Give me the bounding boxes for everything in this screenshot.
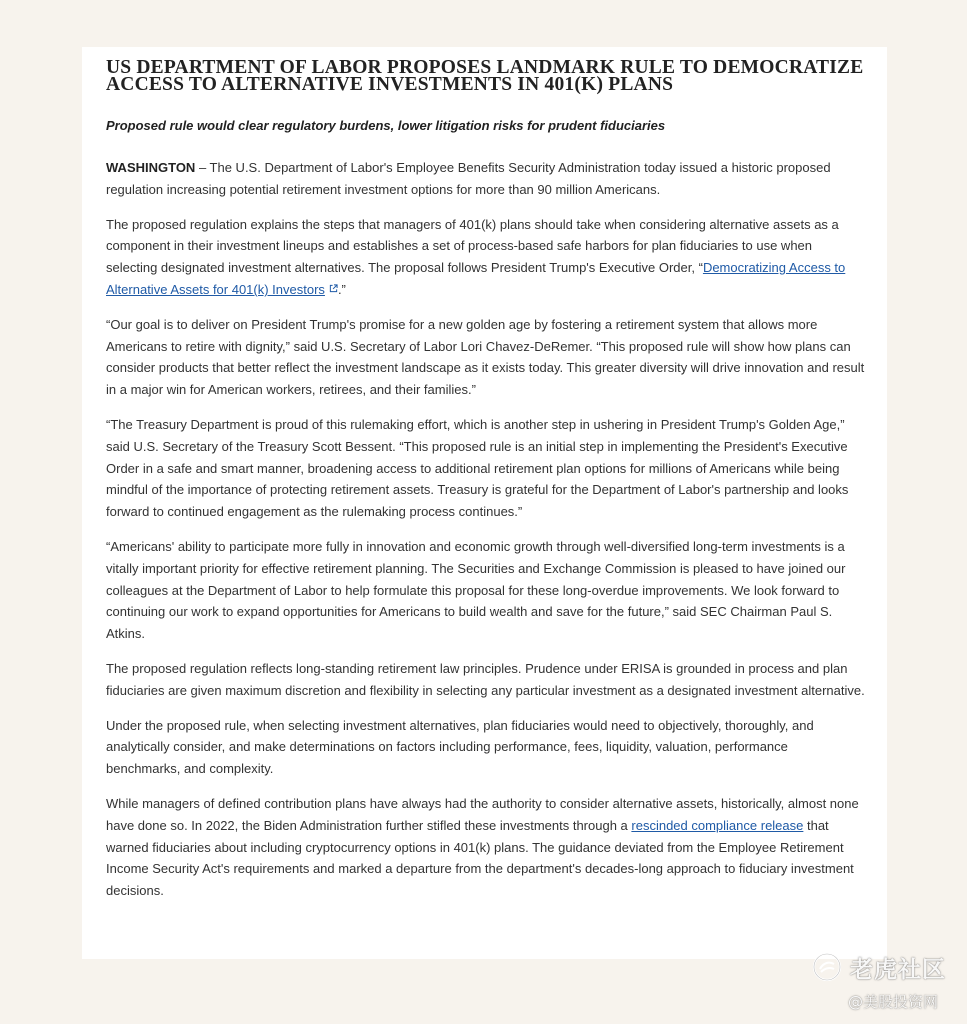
article-subtitle: Proposed rule would clear regulatory burdens, lower litigation risks for prudent fiduciaries — [106, 118, 666, 133]
executive-order-link-text: Democratizing Access to Alternative Assets for 401(k) Investors — [106, 260, 846, 297]
tiger-logo-icon — [812, 952, 842, 982]
paragraph-8 — [106, 793, 865, 902]
paragraph-5: “Americans' ability to participate more fully in innovation and economic growth through well-diversified long-term investments is a vitally important priority for effective retirement planning. The Securities and Exchange Commission is pleased to have joined our colleagues at the Department of Labor to help formulate this proposal for these long-overdue improvements. We look forward to continuing our work to expand opportunities for Americans to build wealth and save for the future,” said SEC Chairman Paul S. Atkins. — [106, 538, 846, 642]
paragraph-4: “The Treasury Department is proud of this rulemaking effort, which is another step in ushering in President Trump's Golden Age,” said U.S. Secretary of the Treasury Scott Bessent. “This proposed rule is an initial step in implementing the President's Executive Order in a safe and smart manner, broadening access to additional retirement plan options for millions of Americans while being mindful of the importance of protecting retirement assets. Treasury is grateful for the Department of Labor's partnership and looks forward to continued engagement as the rulemaking process continues.” — [106, 416, 849, 520]
paragraph-8-text: While managers of defined contribution plans have always had the authority to consider alternative assets, historically, almost none have done so. In 2022, the Biden Administration further stifled these investments through a — [106, 795, 859, 833]
paragraph-3: “Our goal is to deliver on President Trump's promise for a new golden age by fostering a retirement system that allows more Americans to retire with dignity,” said U.S. Secretary of Labor Lori Chavez-DeRemer. “This proposed rule will show how plans can consider products that better reflect the investment landscape as it exists today. This greater diversity will drive innovation and result in a major win for American workers, retirees, and their families.” — [106, 316, 865, 398]
compliance-release-link[interactable]: rescinded compliance release — [631, 817, 804, 833]
article-card — [82, 47, 887, 959]
watermark-brand: 老虎社区 — [850, 957, 946, 983]
paragraph-2 — [106, 214, 865, 301]
paragraph-7: Under the proposed rule, when selecting investment alternatives, plan fiduciaries would need to objectively, thoroughly, and analytically consider, and make determinations on factors including performance, fees, liquidity, valuation, performance benchmarks, and complexity. — [106, 717, 814, 777]
paragraph-2-text: The proposed regulation explains the steps that managers of 401(k) plans should take when considering alternative assets as a component in their investment lineups and establishes a set of process-based safe harbors for plan fiduciaries to use when selecting designated investment alternatives. The proposal follows President Trump's Executive Order, “ — [106, 216, 839, 276]
paragraph-6: The proposed regulation reflects long-standing retirement law principles. Prudence under ERISA is grounded in process and plan fiduciaries are given maximum discretion and flexibility in selecting any particular investment as a designated investment alternative. — [106, 660, 865, 698]
article-title: US DEPARTMENT OF LABOR PROPOSES LANDMARK RULE TO DEMOCRATIZE ACCESS TO ALTERNATIVE INVESTMENTS IN 401(K) PLANS — [106, 57, 864, 95]
watermark-handle: @美股投资网 — [848, 993, 939, 1011]
paragraph-1 — [106, 157, 865, 201]
paragraph-8-end: that warned fiduciaries about including cryptocurrency options in 401(k) plans. The guidance deviated from the Employee Retirement Income Security Act's requirements and marked a departure from the department's decades-long approach to fiduciary investment decisions. — [106, 817, 854, 899]
external-link-icon — [329, 284, 338, 293]
dateline: WASHINGTON — [106, 160, 196, 175]
paragraph-1-text: – The U.S. Department of Labor's Employee Benefits Security Administration today issued a historic proposed regulation increasing potential retirement investment options for more than 90 million Americans. — [106, 160, 831, 197]
paragraph-2-end: .” — [337, 281, 346, 297]
